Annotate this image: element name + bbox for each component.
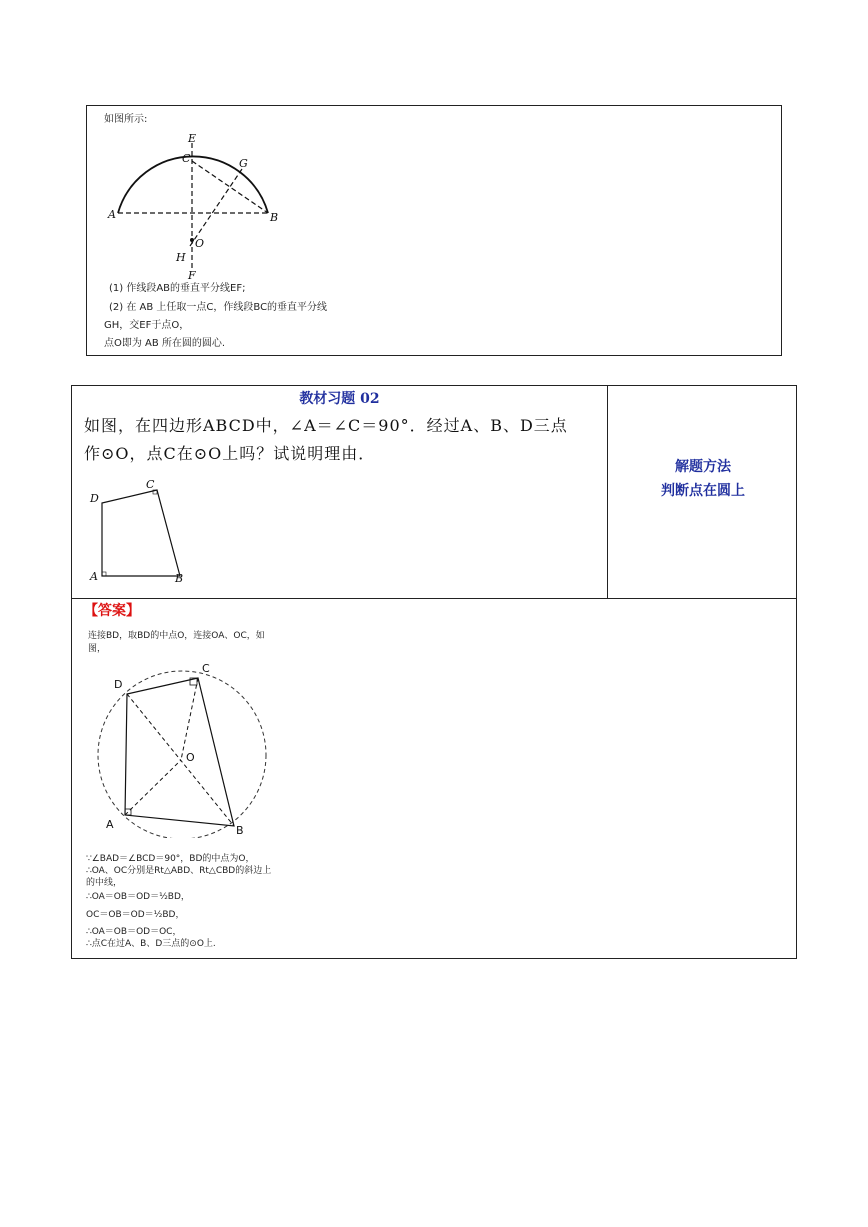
segment-cb [192, 161, 268, 213]
problem-line-2: 作⊙O，点C在⊙O上吗？试说明理由． [84, 444, 376, 463]
conclusion: 点O即为 AB 所在圆的圆心. [104, 338, 226, 349]
reason-6: ∴OA＝OB＝OD＝OC， [86, 927, 182, 937]
step-2: (2) 在 AB 上任取一点C，作线段BC的垂直平分线 [109, 302, 328, 313]
quad-abcd [125, 678, 234, 826]
point-o [190, 238, 194, 242]
exercise-title: 教材习题 02 [299, 391, 380, 407]
reason-3: 的中线， [86, 878, 123, 888]
answer-tag: 【答案】 [84, 603, 140, 619]
label-h: H [176, 251, 186, 264]
problem-text [84, 412, 604, 468]
exercise-table [71, 385, 797, 959]
construction-box [86, 105, 782, 356]
answer-line-1: 连接BD，取BD的中点O，连接OA、OC，如 [88, 631, 265, 641]
label-c: C [182, 152, 191, 165]
label-o: O [195, 237, 205, 250]
label-b: B [175, 572, 184, 585]
reason-4: ∴OA＝OB＝OD＝½BD， [86, 892, 190, 902]
label-g: G [239, 157, 248, 170]
step-1: (1) 作线段AB的垂直平分线EF; [109, 283, 246, 294]
label-c: C [202, 662, 210, 675]
quad-abcd [102, 490, 180, 576]
label-a: A [106, 818, 114, 831]
method-heading: 解题方法 [675, 459, 731, 475]
label-b: B [236, 824, 244, 837]
label-b: B [270, 211, 279, 224]
method-text: 判断点在圆上 [661, 483, 745, 499]
label-c: C [146, 478, 155, 491]
label-d: D [114, 678, 123, 691]
quadrilateral-figure [86, 478, 196, 588]
row-divider [72, 598, 796, 599]
answer-line-2: 图， [88, 644, 107, 654]
construction-figure [102, 131, 302, 281]
reason-7: ∴点C在过A、B、D三点的⊙O上. [86, 939, 216, 949]
segment-oc [181, 678, 198, 760]
reason-5: OC＝OB＝OD＝½BD， [86, 910, 185, 920]
label-a: A [90, 570, 98, 583]
reason-1: ∵∠BAD＝∠BCD＝90°，BD的中点为O， [86, 854, 255, 864]
label-o: O [186, 751, 195, 764]
step-2-cont: GH，交EF于点O， [104, 320, 190, 331]
label-e: E [188, 132, 197, 145]
circle-figure [86, 658, 286, 838]
label-a: A [108, 208, 116, 221]
line-gh [190, 169, 242, 246]
label-d: D [90, 492, 99, 505]
intro-text: 如图所示: [104, 114, 148, 125]
label-f: F [188, 269, 196, 281]
problem-line-1: 如图，在四边形ABCD中，∠A＝∠C＝90°．经过A、B、D三点 [84, 416, 568, 435]
segment-oa [125, 760, 181, 815]
reason-2: ∴OA、OC分别是Rt△ABD、Rt△CBD的斜边上 [86, 866, 272, 876]
